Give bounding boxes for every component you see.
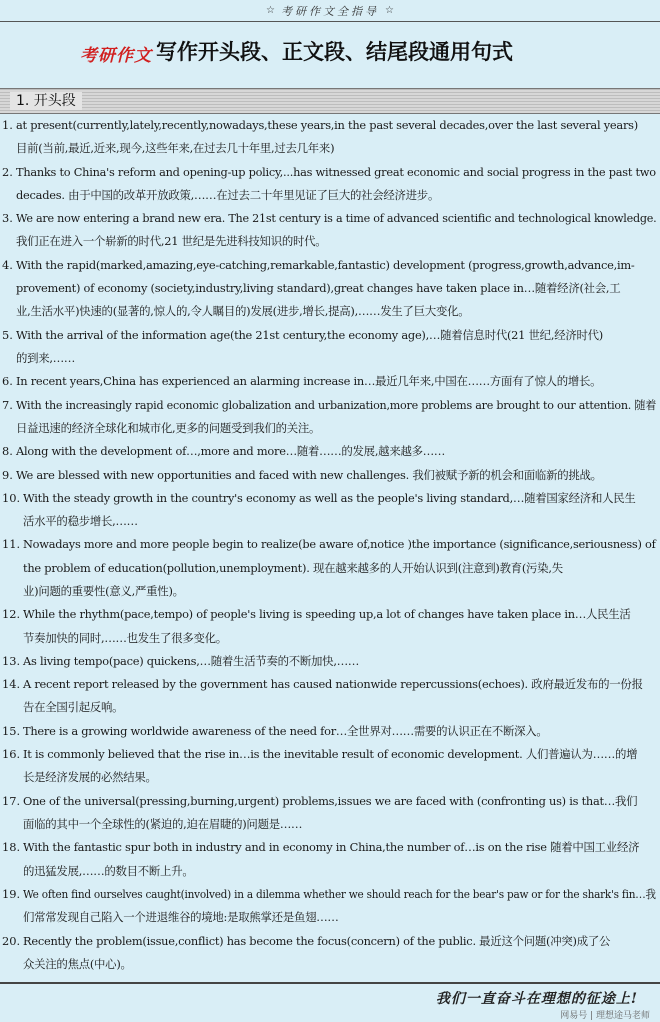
item-text-line: provement) of economy (society,industry,living standard),great changes have taken place in…随着经济(社会,工 [16,281,621,296]
item-number: 2. [2,164,13,179]
item-text-line: 目前(当前,最近,近来,现今,这些年来,在过去几十年里,过去几年来) [16,141,335,156]
item-number: 9. [2,467,13,482]
item-text-line: With the steady growth in the country's economy as well as the people's living standard,…随着国家经济和人民生 [23,490,636,505]
section-title: 1. 开头段 [10,92,82,110]
item-number: 14. [2,677,21,692]
item-number: 15. [2,723,21,738]
item-number: 1. [2,118,13,132]
item-text-line: 的迅猛发展,……的数目不断上升。 [23,863,194,878]
item-number: 8. [2,444,13,459]
section-header [0,88,660,114]
item-number: 4. [2,257,13,272]
item-text-line: It is commonly believed that the rise in…is the inevitable result of economic development. 人们普遍认为……的增 [23,747,638,762]
item-text-line: As living tempo(pace) quickens,…随着生活节奏的不断加快,…… [23,653,359,668]
item-number: 18. [2,840,21,855]
item-text-line: 活水平的稳步增长,…… [23,514,138,529]
item-text-line: 告在全国引起反响。 [23,700,124,715]
item-text-line: 业,生活水平)快速的(显著的,惊人的,令人瞩目的)发展(进步,增长,提高),……发生了巨大变化。 [16,304,470,319]
item-text-line: With the fantastic spur both in industry and in economy in China,the number of…is on the rise 随着中国工业经济 [23,840,640,855]
item-number: 6. [2,374,13,389]
item-text-line: 我们正在进入一个崭新的时代,21 世纪是先进科技知识的时代。 [16,234,327,249]
item-text-line: 们常常发现自己陷入一个进退维谷的境地:是取熊掌还是鱼翅…… [23,910,339,925]
title-tag: 考研作文 [80,46,152,66]
item-text-line: Thanks to China's reform and opening-up policy,...has witnessed great economic and social progress in the past two [16,164,656,179]
item-text-line: decades. 由于中国的改革开放政策,……在过去二十年里见证了巨大的社会经济进步。 [16,187,440,202]
item-text-line: 长是经济发展的必然结果。 [23,770,157,785]
item-text-line: With the arrival of the information age(the 21st century,the economy age),…随着信息时代(21 世纪,经济时代) [16,327,603,342]
running-title: 考研作文全指导 [281,4,379,18]
footer-rule [0,982,660,984]
item-text-line: We are now entering a brand new era. The 21st century is a time of advanced scientific and technological knowledge. [16,211,657,226]
item-number: 3. [2,211,13,226]
item-number: 11. [2,537,21,552]
item-text-line: 面临的其中一个全球性的(紧迫的,迫在眉睫的)问题是…… [23,816,303,831]
item-number: 13. [2,653,21,668]
item-text-line: at present(currently,lately,recently,nowadays,these years,in the past several decades,over the last several years) [16,118,638,132]
item-text-line: We often find ourselves caught(involved) in a dilemma whether we should reach for the bear's paw or for the shark's fin…我 [23,886,656,901]
item-text-line: One of the universal(pressing,burning,urgent) problems,issues we are faced with (confronting us) is that…我们 [23,793,638,808]
item-text-line: 节奏加快的同时,……也发生了很多变化。 [23,630,227,645]
footer [0,982,660,1022]
item-text-line: We are blessed with new opportunities and faced with new challenges. 我们被赋予新的机会和面临新的挑战。 [16,467,602,482]
star-icon: ☆ [385,5,394,16]
item-text-line: 众关注的焦点(中心)。 [23,956,132,971]
item-text-line: 的到来,…… [16,350,76,365]
item-number: 12. [2,607,21,622]
star-icon: ☆ [266,5,275,16]
page-title [80,30,513,66]
running-header [0,0,660,22]
item-number: 7. [2,397,13,412]
item-number: 5. [2,327,13,342]
item-text-line: 日益迅速的经济全球化和城市化,更多的问题受到我们的关注。 [16,420,321,435]
item-text-line: While the rhythm(pace,tempo) of people's living is speeding up,a lot of changes have taken place in…人民生活 [23,607,631,622]
item-text-line: 业)问题的重要性(意义,严重性)。 [23,583,184,598]
item-text-line: Along with the development of…,more and more…随着……的发展,越来越多…… [16,444,446,459]
item-text-line: the problem of education(pollution,unemployment). 现在越来越多的人开始认识到(注意到)教育(污染,失 [23,560,563,575]
item-text-line: Recently the problem(issue,conflict) has become the focus(concern) of the public. 最近这个问题(冲突)成了公 [23,933,611,948]
watermark: 网易号 | 理想途马老师 [560,1011,650,1021]
item-text-line: A recent report released by the government has caused nationwide repercussions(echoes). 政府最近发布的一份报 [23,677,643,692]
item-number: 10. [2,490,21,505]
title-main: 写作开头段、正文段、结尾段通用句式 [156,40,513,64]
item-number: 19. [2,886,21,901]
item-text-line: With the rapid(marked,amazing,eye-catching,remarkable,fantastic) development (progress,growth,advance,im- [16,257,635,272]
item-text-line: There is a growing worldwide awareness of the need for…全世界对……需要的认识正在不断深入。 [23,723,548,738]
item-text-line: With the increasingly rapid economic globalization and urbanization,more problems are brought to our attention. 随着 [16,397,657,412]
item-text-line: In recent years,China has experienced an alarming increase in…最近几年来,中国在……方面有了惊人的增长。 [16,374,602,389]
item-number: 20. [2,933,21,948]
item-text-line: Nowadays more and more people begin to realize(be aware of,notice )the importance (significance,seriousness) of [23,537,656,552]
item-number: 16. [2,747,21,762]
item-number: 17. [2,793,21,808]
footer-motto: 我们一直奋斗在理想的征途上! [435,991,638,1007]
